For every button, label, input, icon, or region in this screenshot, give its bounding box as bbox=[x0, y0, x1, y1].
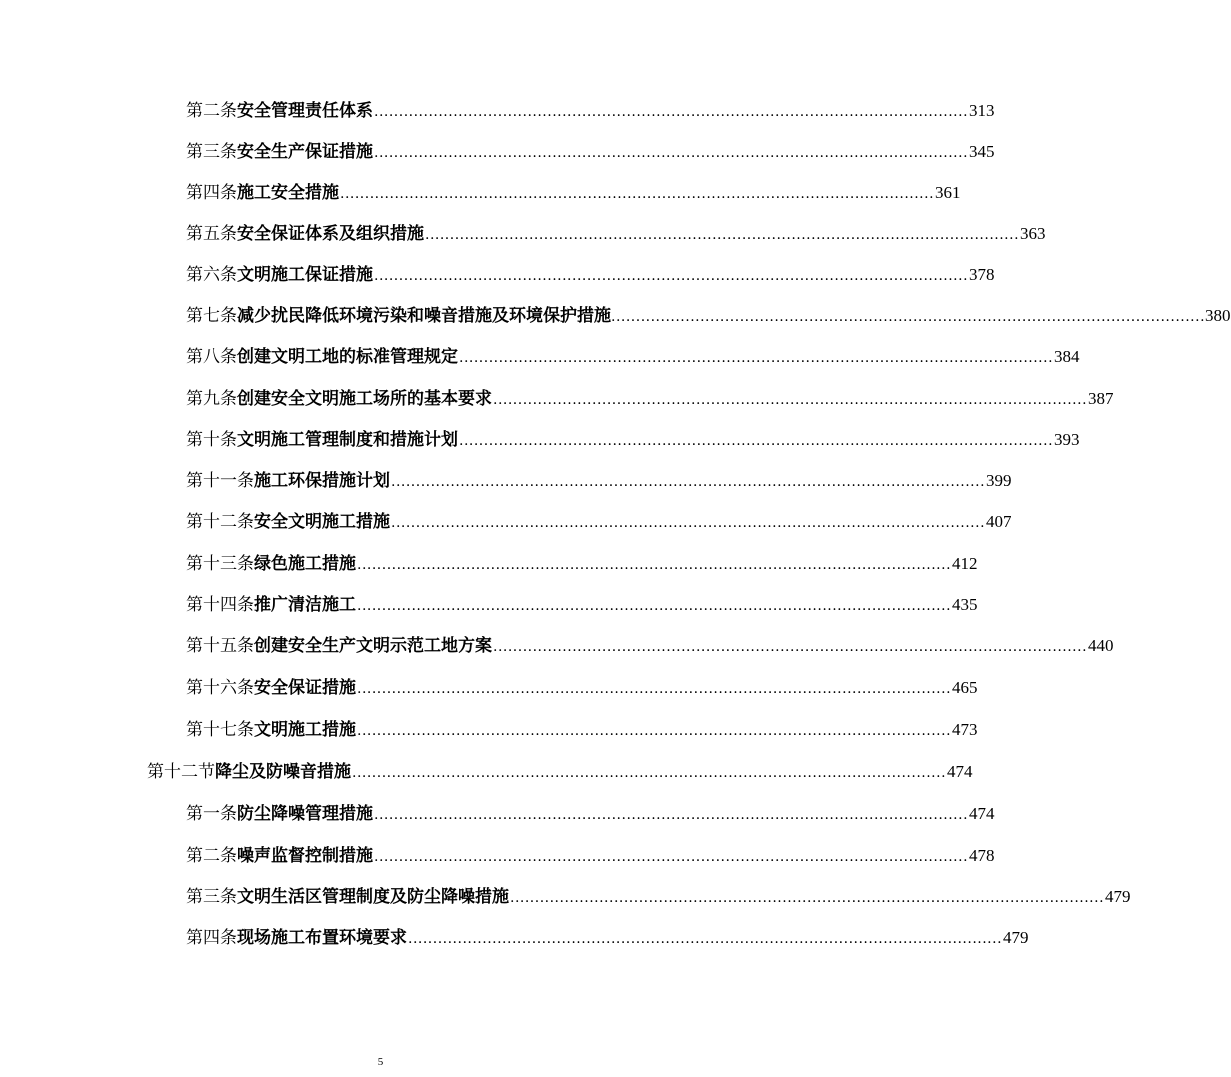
dot-leader: ........................................................................................................................ bbox=[493, 392, 1088, 408]
entry-page: 345 bbox=[969, 142, 995, 161]
entry-number: 第四条 bbox=[186, 928, 237, 948]
entry-number: 第十二条 bbox=[186, 512, 254, 532]
entry-page: 479 bbox=[1003, 928, 1029, 947]
dot-leader: ........................................................................................................................ bbox=[357, 681, 952, 697]
entry-number: 第十五条 bbox=[186, 636, 254, 656]
dot-leader: ........................................................................................................................ bbox=[611, 309, 1206, 325]
entry-page: 313 bbox=[969, 101, 995, 120]
entry-page: 474 bbox=[947, 762, 973, 781]
toc-entry[interactable] bbox=[186, 137, 995, 167]
dot-leader: ........................................................................................................................ bbox=[510, 890, 1105, 906]
dot-leader: ........................................................................................................................ bbox=[357, 723, 952, 739]
toc-section-entry[interactable] bbox=[147, 757, 973, 787]
entry-number: 第十六条 bbox=[186, 678, 254, 698]
entry-number: 第七条 bbox=[186, 306, 237, 326]
dot-leader: ........................................................................................................................ bbox=[493, 639, 1088, 655]
entry-title: 降尘及防噪音措施 bbox=[215, 762, 351, 782]
entry-title: 推广清洁施工 bbox=[254, 595, 356, 615]
entry-page: 378 bbox=[969, 265, 995, 284]
toc-entry[interactable] bbox=[186, 590, 978, 620]
dot-leader: ........................................................................................................................ bbox=[391, 474, 986, 490]
entry-title: 安全保证体系及组织措施 bbox=[237, 224, 424, 244]
toc-entry[interactable] bbox=[186, 342, 1080, 372]
entry-number: 第十四条 bbox=[186, 595, 254, 615]
entry-title: 创建安全生产文明示范工地方案 bbox=[254, 636, 492, 656]
dot-leader: ........................................................................................................................ bbox=[425, 227, 1020, 243]
entry-page: 407 bbox=[986, 512, 1012, 531]
dot-leader: ........................................................................................................................ bbox=[374, 145, 969, 161]
entry-number: 第五条 bbox=[186, 224, 237, 244]
toc-entry[interactable] bbox=[186, 549, 978, 579]
toc-entry[interactable] bbox=[186, 466, 1012, 496]
entry-title: 安全管理责任体系 bbox=[237, 101, 373, 121]
entry-title: 文明生活区管理制度及防尘降噪措施 bbox=[237, 887, 509, 907]
entry-number: 第十条 bbox=[186, 430, 237, 450]
toc-entry[interactable] bbox=[186, 219, 1046, 249]
dot-leader: ........................................................................................................................ bbox=[374, 807, 969, 823]
entry-title: 绿色施工措施 bbox=[254, 554, 356, 574]
entry-page: 478 bbox=[969, 846, 995, 865]
entry-number: 第九条 bbox=[186, 389, 237, 409]
entry-title: 噪声监督控制措施 bbox=[237, 846, 373, 866]
entry-title: 防尘降噪管理措施 bbox=[237, 804, 373, 824]
toc-entry[interactable] bbox=[186, 96, 995, 126]
entry-number: 第十二节 bbox=[147, 762, 215, 782]
dot-leader: ........................................................................................................................ bbox=[374, 104, 969, 120]
entry-title: 创建文明工地的标准管理规定 bbox=[237, 347, 458, 367]
entry-page: 363 bbox=[1020, 224, 1046, 243]
dot-leader: ........................................................................................................................ bbox=[357, 557, 952, 573]
toc-entry[interactable] bbox=[186, 631, 1114, 661]
dot-leader: ........................................................................................................................ bbox=[374, 268, 969, 284]
dot-leader: ........................................................................................................................ bbox=[391, 515, 986, 531]
entry-page: 435 bbox=[952, 595, 978, 614]
entry-page: 380 bbox=[1205, 306, 1231, 325]
dot-leader: ........................................................................................................................ bbox=[408, 931, 1003, 947]
entry-number: 第二条 bbox=[186, 846, 237, 866]
entry-title: 文明施工措施 bbox=[254, 720, 356, 740]
entry-title: 安全生产保证措施 bbox=[237, 142, 373, 162]
entry-number: 第八条 bbox=[186, 347, 237, 367]
toc-entry[interactable] bbox=[186, 178, 961, 208]
entry-number: 第十三条 bbox=[186, 554, 254, 574]
entry-number: 第十七条 bbox=[186, 720, 254, 740]
entry-number: 第十一条 bbox=[186, 471, 254, 491]
entry-number: 第二条 bbox=[186, 101, 237, 121]
entry-number: 第三条 bbox=[186, 142, 237, 162]
toc-entry[interactable] bbox=[186, 384, 1114, 414]
toc-entry[interactable] bbox=[186, 425, 1080, 455]
toc-entry[interactable] bbox=[186, 799, 995, 829]
entry-number: 第一条 bbox=[186, 804, 237, 824]
toc-entry[interactable] bbox=[186, 673, 978, 703]
entry-title: 安全保证措施 bbox=[254, 678, 356, 698]
entry-title: 施工安全措施 bbox=[237, 183, 339, 203]
entry-title: 创建安全文明施工场所的基本要求 bbox=[237, 389, 492, 409]
toc-entry[interactable] bbox=[186, 301, 1231, 331]
dot-leader: ........................................................................................................................ bbox=[357, 598, 952, 614]
dot-leader: ........................................................................................................................ bbox=[459, 433, 1054, 449]
entry-page: 384 bbox=[1054, 347, 1080, 366]
dot-leader: ........................................................................................................................ bbox=[352, 765, 947, 781]
entry-page: 412 bbox=[952, 554, 978, 573]
dot-leader: ........................................................................................................................ bbox=[374, 849, 969, 865]
entry-page: 474 bbox=[969, 804, 995, 823]
toc-entry[interactable] bbox=[186, 260, 995, 290]
toc-entry[interactable] bbox=[186, 507, 1012, 537]
toc-entry[interactable] bbox=[186, 923, 1029, 953]
toc-entry[interactable] bbox=[186, 882, 1131, 912]
entry-title: 施工环保措施计划 bbox=[254, 471, 390, 491]
entry-number: 第三条 bbox=[186, 887, 237, 907]
entry-title: 文明施工管理制度和措施计划 bbox=[237, 430, 458, 450]
entry-page: 399 bbox=[986, 471, 1012, 490]
entry-title: 现场施工布置环境要求 bbox=[237, 928, 407, 948]
toc-entry[interactable] bbox=[186, 841, 995, 871]
entry-number: 第四条 bbox=[186, 183, 237, 203]
entry-title: 减少扰民降低环境污染和噪音措施及环境保护措施 bbox=[237, 306, 611, 326]
page-number: 5 bbox=[377, 1056, 384, 1068]
entry-title: 文明施工保证措施 bbox=[237, 265, 373, 285]
entry-page: 393 bbox=[1054, 430, 1080, 449]
entry-number: 第六条 bbox=[186, 265, 237, 285]
entry-page: 440 bbox=[1088, 636, 1114, 655]
entry-page: 465 bbox=[952, 678, 978, 697]
toc-entry[interactable] bbox=[186, 715, 978, 745]
entry-page: 361 bbox=[935, 183, 961, 202]
dot-leader: ........................................................................................................................ bbox=[459, 350, 1054, 366]
entry-title: 安全文明施工措施 bbox=[254, 512, 390, 532]
entry-page: 473 bbox=[952, 720, 978, 739]
entry-page: 479 bbox=[1105, 887, 1131, 906]
entry-page: 387 bbox=[1088, 389, 1114, 408]
dot-leader: ........................................................................................................................ bbox=[340, 186, 935, 202]
